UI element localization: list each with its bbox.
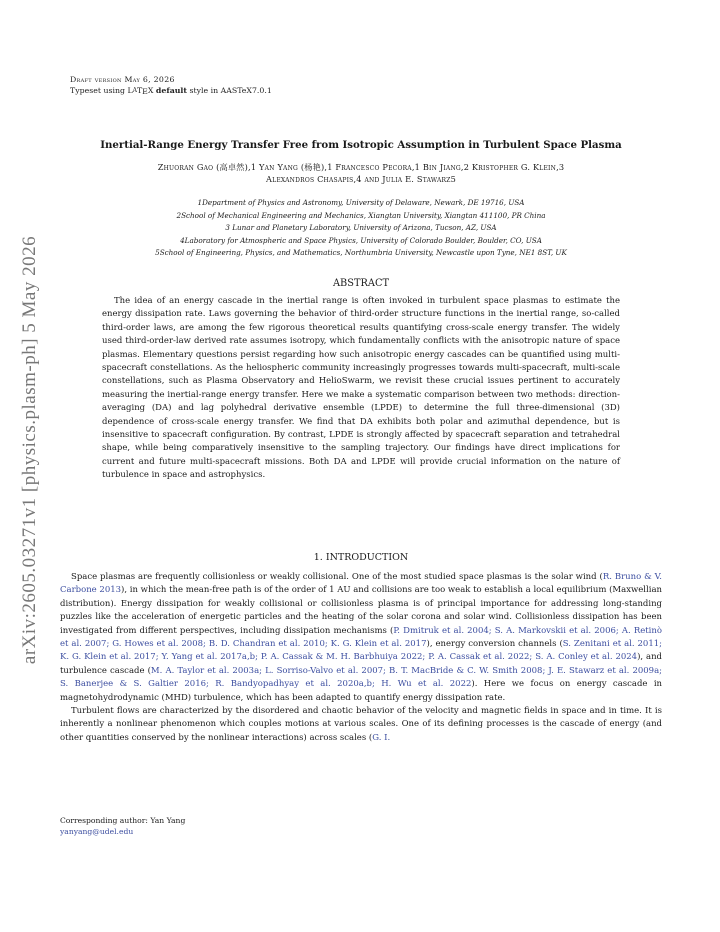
- preprint-header: [70, 74, 272, 97]
- intro-paragraph-2: Turbulent flows are characterized by the disordered and chaotic behavior of the velocity and magnetic fields in space and in time. It is inherently a nonlinear phenomenon which couples motions at various scales. One of its defining processes is the cascade of energy (and other quantities conserved by the nonlinear interactions) across scales (G. I.: [60, 706, 662, 743]
- affiliation-2: 2School of Mechanical Engineering and Mechanics, Xiangtan University, Xiangtan 411100, PR China: [176, 210, 546, 220]
- affiliation-list: [60, 197, 662, 260]
- introduction-body: [60, 571, 662, 745]
- affiliation-3: 3 Lunar and Planetary Laboratory, University of Arizona, Tucson, AZ, USA: [225, 223, 497, 233]
- citation-link[interactable]: M. A. Taylor et al. 2003a; L. Sorriso-Valvo et al. 2007; B. T. MacBride & C. W. Smith 2008; J. E. Stawarz et al. 2009a; S. Banerjee & S. Galtier 2016; R. Bandyopadhyay et al. 2020a,b; H. Wu et al. 2022: [60, 665, 663, 690]
- citation-link[interactable]: P. Dmitruk et al. 2004; S. A. Markovskii et al. 2006; A. Retinò et al. 2007; G. Howes et al. 2008; B. D. Chandran et al. 2010; K. G. Klein et al. 2017: [60, 625, 662, 650]
- author-list: [60, 161, 662, 185]
- section-heading-introduction: 1. INTRODUCTION: [313, 552, 409, 563]
- typeset-style-bold: default: [155, 86, 187, 95]
- draft-version-line: Draft version May 6, 2026: [70, 75, 175, 84]
- citation-link[interactable]: R. Bruno & V. Carbone 2013: [60, 572, 662, 596]
- affiliation-5: 5School of Engineering, Physics, and Mathematics, Northumbria University, Newcastle upon Tyne, NE1 8ST, UK: [155, 248, 567, 258]
- arxiv-identifier: arXiv:2605.03271v1 [physics.plasm-ph] 5 May 2026: [19, 235, 40, 665]
- intro-paragraph-1: Space plasmas are frequently collisionless or weakly collisional. One of the most studied space plasmas is the solar wind (R. Bruno & V. Carbone 2013), in which the mean-free path is of the order of 1 AU and collisions are too weak to establish a local equilibrium (Maxwellian distribution). Energy dissipation for weakly collisional or collisionless plasma is of principal importance for addressing long-standing puzzles like the acceleration of energetic particles and the heating of the solar corona and solar wind. Collisionless dissipation has been investigated from different perspectives, including dissipation mechanisms (P. Dmitruk et al. 2004; S. A. Markovskii et al. 2006; A. Retinò et al. 2007; G. Howes et al. 2008; B. D. Chandran et al. 2010; K. G. Klein et al. 2017), energy conversion channels (S. Zenitani et al. 2011; K. G. Klein et al. 2017; Y. Yang et al. 2017a,b; P. A. Cassak & M. H. Barbhuiya 2022; P. A. Cassak et al. 2022; S. A. Conley et al. 2024), and turbulence cascade (M. A. Taylor et al. 2003a; L. Sorriso-Valvo et al. 2007; B. T. MacBride & C. W. Smith 2008; J. E. Stawarz et al. 2009a; S. Banerjee & S. Galtier 2016; R. Bandyopadhyay et al. 2020a,b; H. Wu et al. 2022). Here we focus on energy cascade in magnetohydrodynamic (MHD) turbulence, which has been adapted to quantify energy dissipation rate.: [60, 572, 663, 703]
- arxiv-sidebar: [14, 210, 46, 690]
- affiliation-4: 4Laboratory for Atmospheric and Space Physics, University of Colorado Boulder, Boulder, CO, USA: [180, 235, 542, 245]
- corresponding-author-label: Corresponding author: Yan Yang: [60, 816, 186, 825]
- corresponding-author-footnote: [60, 815, 185, 837]
- corresponding-author-email[interactable]: yanyang@udel.edu: [60, 827, 134, 836]
- author-line-1: Zhuoran Gao (高卓然),1 Yan Yang (杨艳),1 Francesco Pecora,1 Bin Jiang,2 Kristopher G. Klein,3: [157, 162, 565, 172]
- author-line-2: Alexandros Chasapis,4 and Julia E. Stawarz5: [266, 174, 456, 184]
- abstract-text: The idea of an energy cascade in the inertial range is often invoked in turbulent space plasmas to estimate the energy dissipation rate. Laws governing the behavior of third-order structure functions in the inertial range, so-called third-order laws, are among the few rigorous theoretical results quantifying cross-scale energy transfer. The widely used third-order-law derived rate assumes isotropy, which fundamentally conflicts with the anisotropic nature of space plasmas. Elementary questions persist regarding how such anisotropic energy cascades can be quantified using multi-spacecraft constellations. As the heliospheric community increasingly progresses towards multi-spacecraft, multi-scale constellations, such as Plasma Observatory and HelioSwarm, we revisit these crucial issues pertinent to accurately measuring the inertial-range energy transfer. Here we make a systematic comparison between two methods: direction-averaging (DA) and lag polyhedral derivative ensemble (LPDE) to determine the full three-dimensional (3D) dependence of cross-scale energy transfer. We find that DA exhibits both polar and azimuthal dependence, but is insensitive to spacecraft configuration. By contrast, LPDE is strongly affected by spacecraft separation and tetrahedral shape, while being comparatively insensitive to the sampling trajectory. Our findings have direct implications for current and future multi-spacecraft missions. Both DA and LPDE will provide crucial information on the nature of turbulence in space and astrophysics.: [102, 296, 620, 481]
- citation-link[interactable]: G. I.: [372, 732, 391, 743]
- citation-link[interactable]: S. Zenitani et al. 2011; K. G. Klein et al. 2017; Y. Yang et al. 2017a,b; P. A. Cassak & M. H. Barbhuiya 2022; P. A. Cassak et al. 2022; S. A. Conley et al. 2024: [60, 639, 663, 663]
- abstract-heading: ABSTRACT: [332, 278, 389, 289]
- paper-title: Inertial-Range Energy Transfer Free from Isotropic Assumption in Turbulent Space Plasma: [100, 139, 622, 151]
- affiliation-1: 1Department of Physics and Astronomy, University of Delaware, Newark, DE 19716, USA: [197, 198, 525, 207]
- typeset-line: Typeset using LATEX default style in AASTeX7.0.1: [70, 86, 272, 96]
